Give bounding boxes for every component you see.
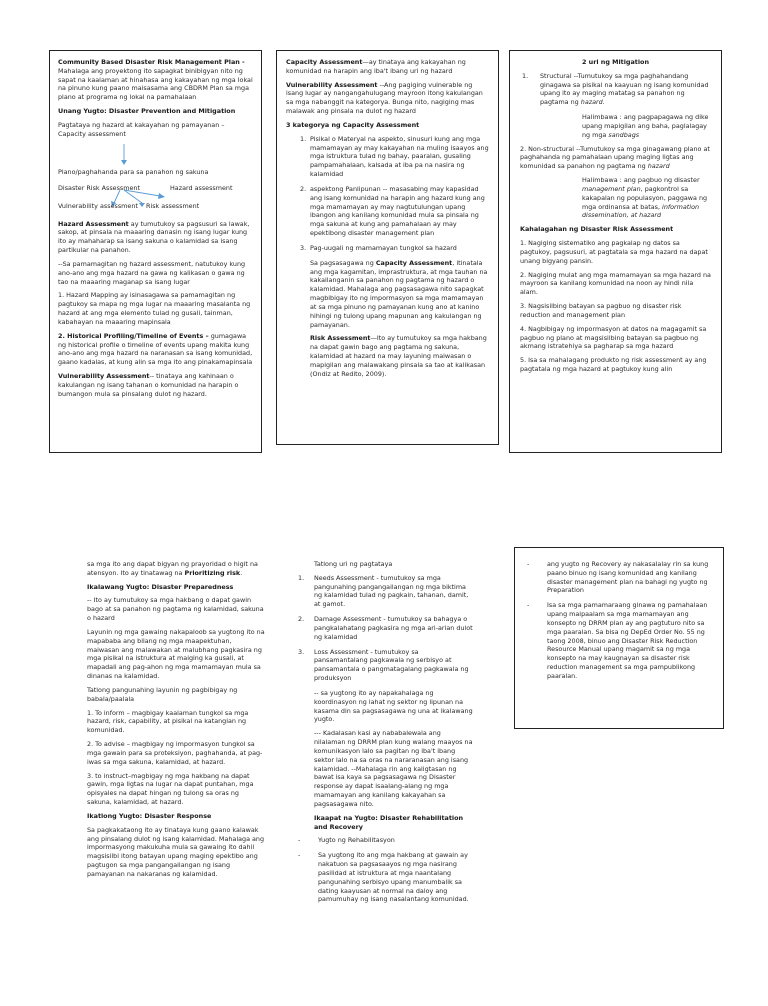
list-number: 2.	[298, 615, 305, 624]
historical-profiling-text: gumagawa ng historical profile o timeline of events upang makita kung ano-ano ang mga hazard na naranasan sa isang komunidad, gaano kadalas, at kung alin sa mga ito ang pinakamapinsala	[58, 331, 253, 367]
prioritizing-risk: sa mga ito ang dapat bigyan ng prayoridad o higit na atensyon. Ito ay tinatawag na Prioritizing risk.	[87, 560, 258, 577]
list-text: Pisikal o Materyal na aspekto, sinusuri kung ang mga mamamayan ay may kakayahan na muling isaayos ang mga istruktura tulad ng bahay, paaralan, gusaling pampamahalaan, kalsada at iba pa na nasira ng kalamidad	[310, 134, 489, 179]
list-item	[525, 601, 714, 680]
coordination-note: -- sa yugtong ito ay napakahalaga ng koordinasyon ng lahat ng sektor ng lipunan na kasama din sa pagsasagawa ng una at ikalawang yugto.	[314, 688, 473, 724]
capacity-assessment-term: Capacity Assessment	[286, 58, 363, 66]
nonstructural-italic: hazard	[647, 162, 670, 171]
example-text: Halimbawa : ang pagbuo ng disaster	[582, 176, 700, 185]
example-text: , pagkontrol sa kakapalan ng populasyon, paggawa ng mga ordinansa at batas,	[582, 184, 708, 211]
cbdrm-intro	[58, 58, 253, 102]
assessment-types-list	[296, 574, 474, 683]
communication-note: --- Kadalasan kasi ay nababalewala ang nilalaman ng DRRM plan kung walang maayos na komunikasyon lalo sa pagitan ng iba't ibang sektor lalo na sa oras na nararanasan ang isang kalamidad. --Mahalaga rin ang kaligtasan ng bawat isa kaya sa pagsasagawa ng Disaster response ay dapat isaalang-alang ng mga mamamayan ang kanilang kakayahan sa pagsasagawa nito.	[314, 729, 473, 808]
importance-item: 1. Nagiging sistematiko ang pagkalap ng datos sa pagtukoy, pagsusuri, at pagtatala sa mga hazard na dapat unang bigyang pansin.	[520, 239, 708, 265]
warning-aim: 2. To advise – magbigay ng impormasyon tungkol sa mga gawain para sa proteksiyon, paghahanda, at pag-iwas sa mga sakuna, kalamidad, at hazard.	[87, 740, 263, 766]
importance-item: 2. Nagiging mulat ang mga mamamayan sa mga hazard na mayroon sa kanilang komunidad na noon ay hindi nila alam.	[520, 270, 711, 297]
panel-response-rehabilitation	[296, 560, 474, 960]
arrow-risk-head	[139, 203, 145, 207]
stage3-heading: Ikatlong Yugto: Disaster Response	[87, 811, 212, 820]
panel-capacity-assessment	[276, 50, 499, 445]
list-text: Damage Assessment - tumutukoy sa bahagya o pangkalahatang pagkasira ng mga ari-arian dulot ng kalamidad	[314, 615, 473, 641]
vulnerability-term: Vulnerability Assessment	[286, 80, 378, 89]
para-text: , itinatala ang mga kagamitan, imprastruktura, at mga tauhan na kakailanganin sa panahon ng pagtama ng hazard o kalamidad. Mahalaga ang pagsasagawa nito sapagkat magbibigay ito ng impormasyon sa mga mamamayan at sa mga pinuno ng pamayanan kung ano at kanino hihingi ng tulong upang mapunan ang kakulangan ng pamayanan.	[310, 258, 488, 329]
warning-aim: 1. To inform – magbigay kaalaman tungkol sa mga hazard, risk, capability, at pisikal na katangian ng komunidad.	[87, 708, 249, 735]
flow-plan: Plano/paghahanda para sa panahon ng sakuna	[58, 167, 209, 176]
stage2-heading: Ikalawang Yugto: Disaster Preparedness	[87, 582, 234, 591]
cbdrm-title: Community Based Disaster Risk Management Plan -	[58, 58, 245, 66]
capacity-assessment-text: —ay tinataya ang kakayahan ng komunidad na harapin ang iba't ibang uri ng hazard	[286, 58, 466, 75]
capacity-assessment-def	[286, 58, 489, 76]
structural-text: Structural --Tumutukoy sa mga paghahandang ginagawa sa pisikal na kaayuan ng isang komunidad upang ito ay maging matatag sa panahon ng pagtama ng	[540, 71, 709, 107]
risk-assessment-term: Risk Assessment	[310, 334, 371, 343]
stage4-heading: Ikaapat na Yugto: Disaster Rehabilitation and Recovery	[314, 813, 464, 831]
list-text: aspektong Panlipunan -- masasabing may kapasidad ang isang komunidad na harapin ang hazard kung ang mga mamamayan ay may nagtutulungan upang ibangon ang kanilang komunidad mula sa pinsala ng mga sakuna at kung ang pamahalaan ay may epektibong disaster management plan	[310, 184, 485, 238]
list-text: Pag-uugali ng mamamayan tungkol sa hazard	[310, 243, 457, 252]
capacity-assessment-paragraph	[286, 259, 489, 330]
capacity-categories-list	[286, 135, 489, 253]
list-item	[286, 135, 489, 179]
panel-recovery	[514, 547, 724, 729]
prioritizing-text: sa mga ito ang dapat bigyan ng prayoridad o higit na atensyon. Ito ay tinatawag na	[87, 560, 258, 577]
capacity-categories-heading: 3 kategorya ng Capacity Assessment	[286, 120, 420, 129]
example-text: Halimbawa : ang pagpapagawa ng dike upang mapigilan ang baha, paglalagay ng mga	[582, 113, 709, 139]
list-number: 1.	[300, 134, 307, 143]
dash-bullet: -	[298, 851, 301, 860]
nonstructural-text	[520, 145, 711, 171]
importance-item: 3. Nagsisilbing batayan sa pagbuo ng disaster risk reduction and management plan	[520, 302, 682, 319]
vulnerability-assessment-text: -- tinataya ang kahinaan o kakulangan ng isang tahanan o komunidad na harapin o bumangon mula sa pinsalang dulot ng hazard.	[58, 372, 239, 398]
panel-mitigation	[509, 50, 722, 453]
panel-hazard-assessment	[49, 50, 262, 453]
flow-hazard-assessment: Hazard assessment	[170, 183, 233, 192]
warning-aim: 3. to instruct–magbigay ng mga hakbang na dapat gawin, mga ligtas na lugar na dapat puntahan, mga opisyales na dapat hingan ng tulong sa oras ng sakuna, kalamidad, at hazard.	[87, 771, 254, 807]
dash-bullet: -	[298, 836, 301, 845]
flow-risk-assessment: Risk assessment	[146, 201, 200, 210]
list-item	[286, 244, 489, 253]
example-italic: management plan	[582, 184, 641, 193]
list-item	[296, 615, 474, 641]
list-number: 2.	[300, 184, 307, 193]
dash-bullet: -	[527, 601, 530, 610]
nonstructural-body: 2. Non-structural --Tumutukoy sa mga ginagawang plano at paghahanda ng pamahalaan upang maging ligtas ang komunidad sa panahon ng pagtama ng	[520, 144, 710, 171]
stage2-definition: -- Ito ay tumutukoy sa mga hakbang o dapat gawin bago at sa panahon ng pagtama ng kalamidad, sakuna o hazard	[87, 596, 264, 623]
stage2-goal: Layunin ng mga gawaing nakapaloob sa yugtong ito na mapababa ang bilang ng mga maapektuhan, maiwasan ang malawakan at malubhang pagkasira ng mga pisikal na istruktura at maiging ka gusali, at mapadali ang pag-ahon ng mga mamamayan mula sa dinanas na kalamidad.	[87, 627, 265, 681]
list-item	[286, 185, 489, 238]
cbdrm-text: Mahalaga ang proyektong ito sapagkat binibigyan nito ng sapat na kaalaman at hinahasa ang kakayahan ng mga lokal na pinuno kung paano maisasama ang CBDRM Plan sa mga plano at programa ng lokal na pamahalaan	[58, 66, 253, 102]
nonstructural-example	[520, 176, 711, 220]
stage3-text: Sa pagkakataong ito ay tinataya kung gaano kalawak ang pinsalang dulot ng isang kalamidad. Mahalaga ang impormasyong makukuha mula sa gawaing ito dahil magsisilbi itong batayan upang maging epektibo ang pagtugon sa mga pangangailangan ng isang pamayanan na nakaranas ng kalamidad.	[87, 825, 265, 878]
arrow-down-head	[121, 160, 127, 165]
list-text: Needs Assessment - tumutukoy sa mga pangunahing pangangailangan ng mga biktima ng kalamidad tulad ng pagkain, tahanan, damit, at gamot.	[314, 573, 469, 609]
risk-assessment-def	[286, 334, 489, 378]
hazard-assessment-definition	[58, 220, 253, 255]
arrow-hazard-head	[158, 193, 165, 199]
panel-preparedness	[87, 560, 265, 960]
list-number: 3.	[298, 647, 305, 656]
dash-bullet: -	[527, 560, 530, 568]
importance-heading: Kahalagahan ng Disaster Risk Assessment	[520, 225, 674, 234]
hazard-assessment-note: --Sa pamamagitan ng hazard assessment, natutukoy kung ano-ano ang mga hazard na gawa ng kalikasan o gawa ng tao na maaaring maganap sa isang lugar	[58, 259, 246, 286]
stage1-text: Pagtataya ng hazard at kakayahan ng pamayanan – Capacity assessment	[58, 120, 225, 138]
list-number: 1.	[522, 71, 529, 80]
para-term: Capacity Assessment	[375, 258, 453, 267]
hazard-assessment-text: ay tumutukoy sa pagsusuri sa lawak, sakop, at pinsala na maaaring danasin ng isang lugar kung ito ay mahaharap sa isang sakuna o kalamidad sa isang partikular na panahon.	[58, 219, 250, 255]
list-item	[296, 851, 474, 904]
list-text: Isa sa mga pamamaraang ginawa ng pamahalaan upang maipaalam sa mga mamamayan ang konsepto ng DRRM plan ay ang pagtuturo nito sa mga paaralan. Sa bisa ng DepEd Order No. 55 ng taong 2008, binuo ang Disaster Risk Reduction Resource Manual upang magamit sa ng mga konsepto na may kaugnayan sa disaster risk reduction management sa mga pampublikong paaralan.	[547, 601, 708, 680]
list-item	[296, 574, 474, 609]
vulnerability-assessment-term: Vulnerability Assessment	[58, 372, 150, 381]
risk-assessment-text: —Ito ay tumutukoy sa mga hakbang na dapat gawin bago ang pagtama ng sakuna, kalamidad at hazard na may layuning maiwasan o mapigilan ang malawakang pinsala sa tao at kalikasan (Ondiz at Redito, 2009).	[310, 334, 487, 378]
warning-aims-intro: Tatlong pangunahing layunin ng pagbibigay ng babala/paalala	[87, 685, 238, 703]
structural-example	[520, 113, 711, 139]
importance-item: 5. Isa sa mahalagang produkto ng risk assessment ay ang pagtatala ng mga hazard at pagtukoy kung alin	[520, 356, 707, 374]
list-text: ang yugto ng Recovery ay nakasalalay rin sa kung paano binuo ng isang komunidad ang kanilang disaster management plan na bahagi ng yugto ng Preparation	[547, 560, 709, 595]
list-item	[296, 648, 474, 683]
example-italic: sandbags	[608, 130, 640, 139]
list-item	[520, 72, 711, 107]
assessment-flow-diagram	[58, 144, 253, 218]
example-italic: information dissemination, at hazard	[582, 202, 700, 220]
hazard-mapping: 1. Hazard Mapping ay isinasagawa sa pamamagitan ng pagtukoy sa mapa ng mga lugar na maaaring masalanta ng hazard at ang mga elemento tulad ng gusali, tainman, kabahayan na maaaring mapinsala	[58, 291, 251, 326]
list-text: Sa yugtong ito ang mga hakbang at gawain ay nakatuon sa pagsasaayos ng mga nasirang pasilidad at istruktura at mga naantalang pangunahing serbisyo upang manumbalik sa dating kaayusan at normal na daloy ang pamumuhay ng isang nasalantang komunidad.	[318, 851, 469, 904]
list-number: 3.	[300, 243, 307, 252]
importance-item: 4. Nagbibigay ng impormasyon at datos na magagamit sa pagbuo ng plano at magsisilbing batayan sa pagbuo ng akmang istratehiya sa pagharap sa mga hazard	[520, 324, 707, 351]
list-text: Yugto ng Rehabilitasyon	[318, 836, 395, 845]
list-item	[525, 560, 714, 595]
historical-profiling-term: 2. Historical Profiling/Timeline of Events –	[58, 331, 209, 340]
structural-italic: hazard.	[580, 98, 605, 107]
mitigation-list	[520, 72, 711, 107]
assessment-types-intro: Tatlong uri ng pagtataya	[314, 560, 393, 568]
para-text: Sa pagsasagawa ng	[310, 258, 374, 267]
vulnerability-assessment-def	[286, 81, 489, 116]
flow-vulnerability-assessment: Vulnerability assessment	[58, 201, 138, 210]
flow-disaster-risk-assessment: Disaster Risk Assessment	[58, 183, 140, 192]
historical-profiling	[58, 332, 253, 367]
prioritizing-term: Prioritizing risk	[184, 568, 241, 577]
vulnerability-assessment	[58, 372, 253, 398]
vulnerability-text: --Ang pagiging vulnerable ng isang lugar ay nangangahulugang mayroon itong kakulangan sa mga nabanggit na kategorya. Bunga nito, nagiging mas malawak ang pinsala na dulot ng hazard	[286, 80, 483, 116]
list-item	[296, 836, 474, 845]
hazard-assessment-term: Hazard Assessment	[58, 219, 129, 228]
list-number: 1.	[298, 573, 305, 582]
list-text: Loss Assessment - tumutukoy sa pansamantalang pagkawala ng serbisyo at pansamantala o pangmatagalang pagkawala ng produksyon	[314, 647, 469, 683]
stage1-heading: Unang Yugto: Disaster Prevention and Mitigation	[58, 107, 236, 116]
mitigation-heading: 2 uri ng Mitigation	[581, 58, 649, 66]
